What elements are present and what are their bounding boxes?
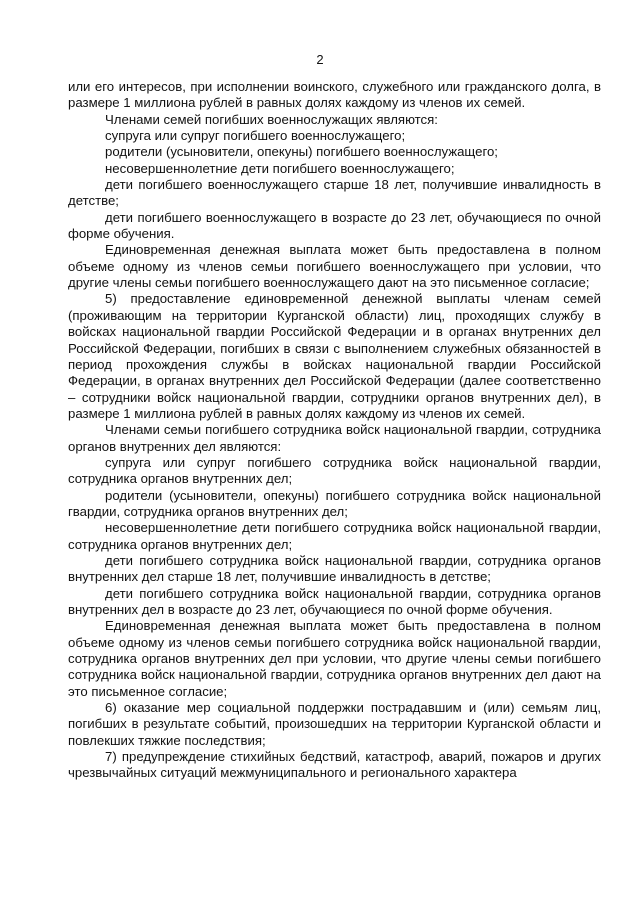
paragraph-family-members-heading: Членами семей погибших военнослужащих являются:	[105, 111, 438, 127]
document-body	[68, 79, 601, 782]
paragraph-list-item: родители (усыновители, опекуны) погибшего военнослужащего;	[105, 144, 498, 160]
paragraph-continuation: или его интересов, при исполнении воинского, служебного или гражданского долга, в размере 1 миллиона рублей в равных долях каждому из членов их семей.	[68, 79, 601, 111]
paragraph-item-5: 5) предоставление единовременной денежной выплаты членам семей (проживающим на территории Курганской области) лиц, проходящих службу в войсках национальной гвардии Российской Федерации и в органах внутренних дел Российской Федерации, погибших в связи с выполнением служебных обязанностей в период прохождения службы в войсках национальной гвардии Российской Федерации, в органах внутренних дел Российской Федерации (далее соответственно – сотрудники войск национальной гвардии, сотрудники органов внутренних дел), в размере 1 миллиона рублей в равных долях каждому из членов их семей.	[68, 291, 601, 421]
paragraph-list-item: дети погибшего военнослужащего старше 18 лет, получившие инвалидность в детстве;	[68, 177, 601, 209]
paragraph-list-item: несовершеннолетние дети погибшего сотрудника войск национальной гвардии, сотрудника органов внутренних дел;	[68, 520, 601, 552]
paragraph-list-item: супруга или супруг погибшего военнослужащего;	[105, 128, 406, 144]
paragraph-item-6: 6) оказание мер социальной поддержки пострадавшим и (или) семьям лиц, погибших в результате событий, произошедших на территории Курганской области и повлекших тяжкие последствия;	[68, 700, 601, 748]
paragraph-payment-condition: Единовременная денежная выплата может быть предоставлена в полном объеме одному из членов семьи погибшего военнослужащего при условии, что другие члены семьи погибшего военнослужащего дают на это письменное согласие;	[68, 242, 601, 291]
paragraph-list-item: дети погибшего военнослужащего в возрасте до 23 лет, обучающиеся по очной форме обучения.	[68, 209, 601, 242]
paragraph-list-item: дети погибшего сотрудника войск национальной гвардии, сотрудника органов внутренних дел в возрасте до 23 лет, обучающиеся по очной форме обучения.	[68, 585, 601, 617]
page-number: 2	[316, 52, 324, 67]
paragraph-family-members-heading: Членами семьи погибшего сотрудника войск национальной гвардии, сотрудника органов внутренних дел являются:	[68, 422, 601, 454]
paragraph-list-item: дети погибшего сотрудника войск национальной гвардии, сотрудника органов внутренних дел старше 18 лет, получившие инвалидность в детстве;	[68, 552, 601, 585]
paragraph-item-7: 7) предупреждение стихийных бедствий, катастроф, аварий, пожаров и других чрезвычайных ситуаций межмуниципального и регионального характера	[68, 749, 601, 781]
paragraph-list-item: супруга или супруг погибшего сотрудника войск национальной гвардии, сотрудника органов внутренних дел;	[68, 454, 601, 487]
paragraph-list-item: несовершеннолетние дети погибшего военнослужащего;	[105, 160, 455, 176]
paragraph-payment-condition: Единовременная денежная выплата может быть предоставлена в полном объеме одному из членов семьи погибшего сотрудника войск национальной гвардии, сотрудника органов внутренних дел при условии, что другие члены семьи погибшего сотрудника войск национальной гвардии, сотрудника органов внутренних дел дают на это письменное согласие;	[68, 618, 601, 699]
paragraph-list-item: родители (усыновители, опекуны) погибшего сотрудника войск национальной гвардии, сотрудника органов внутренних дел;	[68, 487, 601, 519]
